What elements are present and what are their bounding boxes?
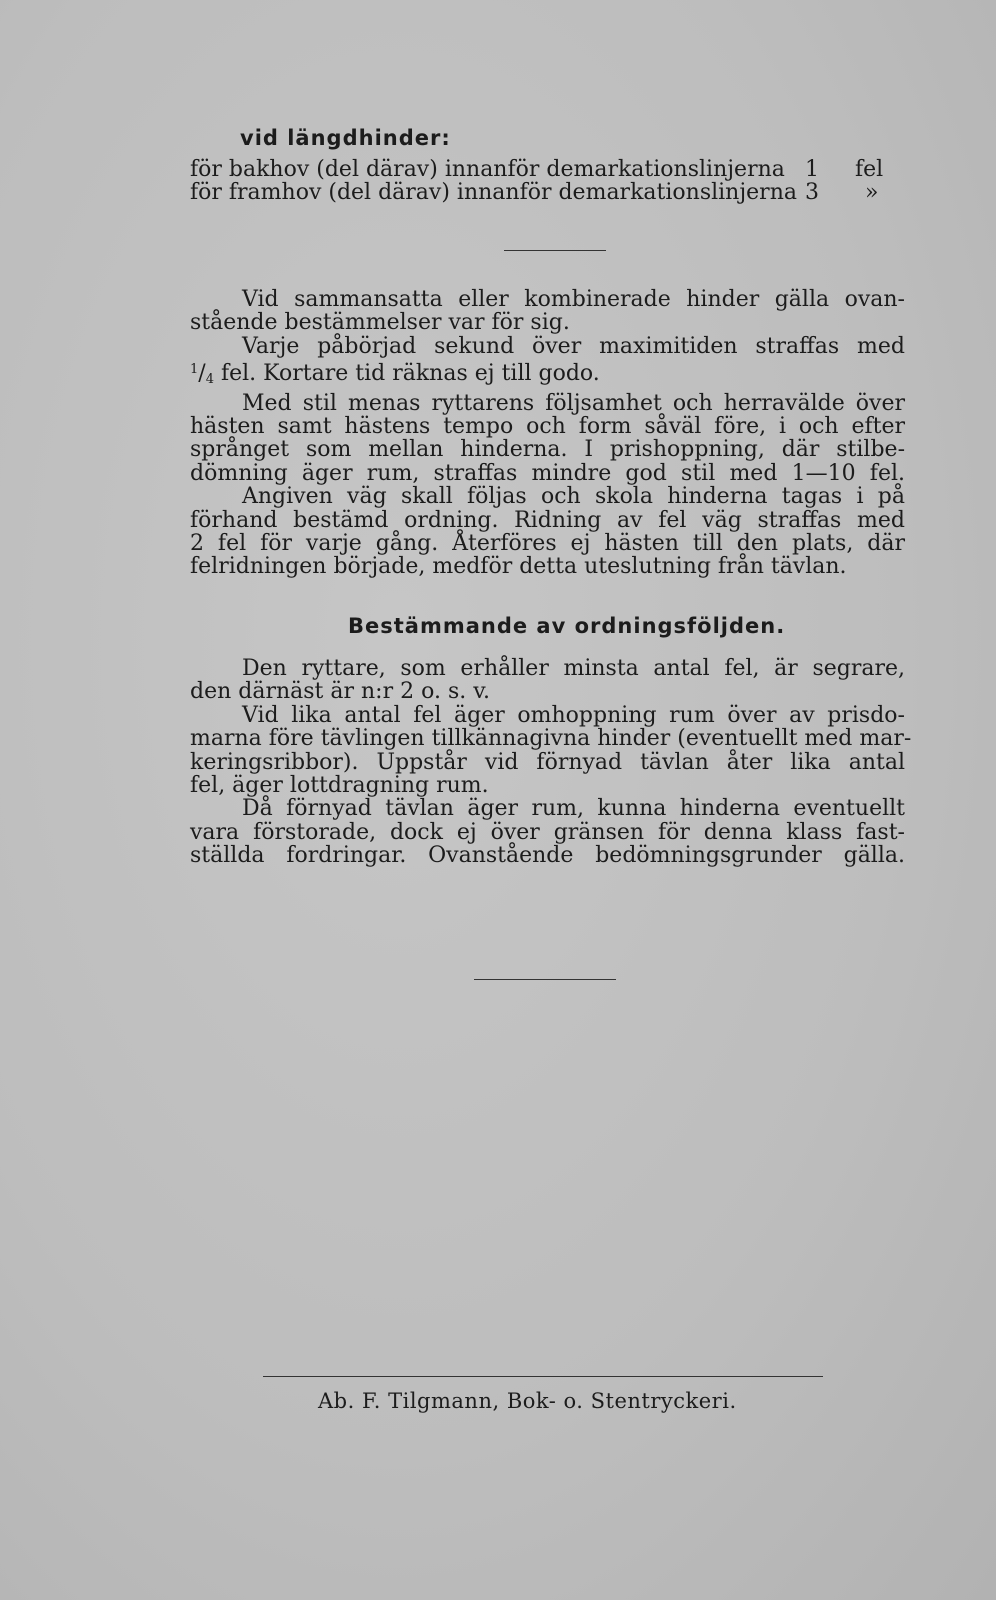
- printer-imprint: Ab. F. Tilgmann, Bok- o. Stentryckeri.: [318, 1389, 737, 1413]
- penalty-row-text: för bakhov (del därav) innanför demarkationslinjerna: [190, 157, 785, 182]
- text-line: marna före tävlingen tillkännagivna hinder (eventuellt med mar-: [190, 726, 912, 752]
- text-line: den därnäst är n:r 2 o. s. v.: [190, 679, 491, 705]
- fraction-denominator: 4: [205, 372, 214, 388]
- penalty-row-count: 3: [805, 180, 819, 206]
- text-line: Vid sammansatta eller kombinerade hinder gälla ovan-: [242, 287, 905, 312]
- penalty-row-text: för framhov (del därav) innanför demarkationslinjerna: [190, 180, 797, 206]
- text-line: dömning äger rum, straffas mindre god stil med 1—10 fel.: [190, 460, 905, 486]
- text-line: Vid lika antal fel äger omhoppning rum över av prisdo-: [242, 702, 905, 728]
- footer-divider: [263, 1376, 823, 1377]
- penalty-row: [190, 158, 905, 181]
- text-line: hästen samt hästens tempo och form såväl före, i och efter: [190, 414, 905, 440]
- text-line: Den ryttare, som erhåller minsta antal fel, är segrare,: [242, 656, 905, 681]
- rules-text: [190, 288, 905, 579]
- text-line: 2 fel för varje gång. Återföres ej hästen till den plats, där: [190, 531, 905, 557]
- section-heading-order: Bestämmande av ordningsföljden.: [348, 614, 786, 638]
- text-line: Angiven väg skall följas och skola hinderna tagas i på: [242, 484, 905, 510]
- section-divider: [504, 250, 606, 251]
- text-line: stående bestämmelser var för sig.: [190, 310, 570, 336]
- text-line: Då förnyad tävlan äger rum, kunna hinderna eventuellt: [242, 796, 905, 822]
- text-line: keringsribbor). Uppstår vid förnyad tävlan åter lika antal: [190, 749, 905, 775]
- penalty-row: [190, 181, 905, 204]
- penalty-row-unit: fel: [855, 157, 884, 182]
- fraction: $^1/_4$: [190, 361, 214, 388]
- penalty-row-unit: »: [865, 180, 879, 206]
- penalty-row-count: 1: [805, 157, 819, 182]
- text-line: felridningen började, medför detta uteslutning från tävlan.: [190, 554, 847, 580]
- text-line: språnget som mellan hinderna. I prishoppning, där stilbe-: [190, 437, 905, 463]
- text-line: fel, äger lottdragning rum.: [190, 773, 489, 799]
- section-heading-length-obstacles: vid längdhinder:: [240, 126, 451, 150]
- section-divider: [474, 979, 616, 980]
- text-line-with-fraction: [190, 358, 905, 391]
- penalty-rows: [190, 158, 905, 205]
- text-line: vara förstorade, dock ej över gränsen för denna klass fast-: [190, 819, 905, 845]
- text-line: fel. Kortare tid räknas ej till godo.: [220, 361, 600, 387]
- fraction-numerator: 1: [190, 362, 199, 378]
- text-line: förhand bestämd ordning. Ridning av fel väg straffas med: [190, 507, 905, 533]
- text-line: Med stil menas ryttarens följsamhet och herravälde över: [242, 390, 905, 416]
- text-line: Varje påbörjad sekund över maximitiden straffas med: [242, 333, 905, 359]
- order-text: [190, 656, 912, 869]
- text-line: ställda fordringar. Ovanstående bedömningsgrunder gälla.: [190, 843, 905, 869]
